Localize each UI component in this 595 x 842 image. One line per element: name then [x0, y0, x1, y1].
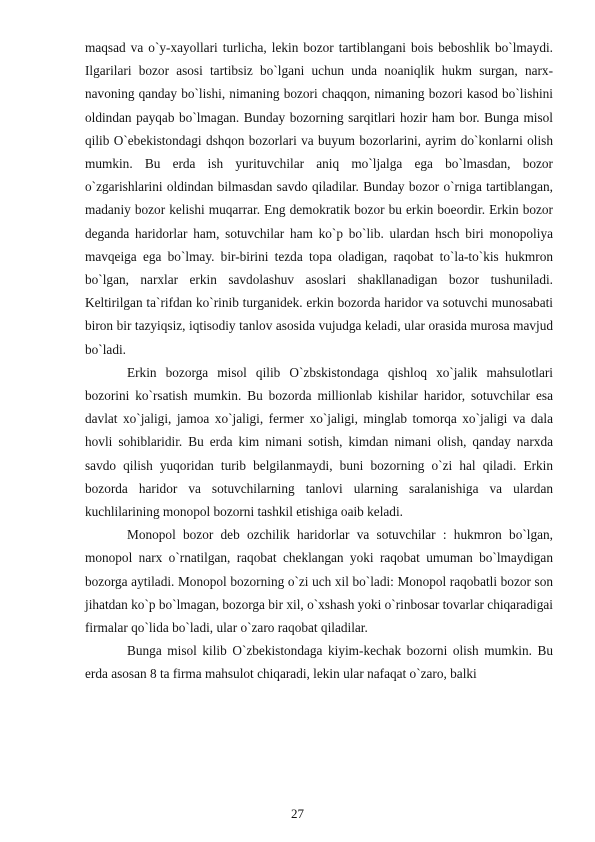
- paragraph-1: maqsad va o`y-xayollari turlicha, lekin bozor tartiblangani bois beboshlik bo`lmaydi. Ilgarilari bozor asosi tartibsiz bo`lgani uchun unda noaniqlik hukm surgan, narx-navoning qanday bo`lishi, nimaning bozori chaqqon, nimaning bozori kasod bo`lishini oldindan payqab bo`lmagan. Bunday bozorning sarqitlari hozir ham bor. Bunga misol qilib O`ebekistondagi dshqon bozorlari va buyum bozorlarini, ayrim do`konlarni olish mumkin. Bu erda ish yurituvchilar aniq mo`ljalga ega bo`lmasdan, bozor o`zgarishlarini oldindan bilmasdan savdo qiladilar. Bunday bozor o`rniga tartiblangan, madaniy bozor kelishi muqarrar. Eng demokratik bozor bu erkin boeordir. Erkin bozor deganda haridorlar ham, sotuvchilar ham ko`p bo`lib. ulardan hsch biri monopoliya mavqeiga ega bo`lmay. bir-birini tezda topa oladigan, raqobat to`la-to`kis hukmron bo`lgan, narxlar erkin savdolashuv asoslari shakllanadigan bozor tushuniladi. Keltirilgan ta`rifdan ko`rinib turganidek. erkin bozorda haridor va sotuvchi munosabati biron bir tazyiqsiz, iqtisodiy tanlov asosida vujudga keladi, ular orasida murosa mavjud bo`ladi.: [85, 40, 553, 357]
- paragraph-2: Erkin bozorga misol qilib O`zbskistondaga qishloq xo`jalik mahsulotlari bozorini ko`rsatish mumkin. Bu bozorda millionlab kishilar haridor, sotuvchilar esa davlat xo`jaligi, jamoa xo`jaligi, fermer xo`jaligi, minglab tomorqa xo`jaligi va dala hovli sohiblaridir. Bu erda kim nimani sotish, kimdan nimani olish, qanday narxda savdo qilish yuqoridan turib belgilanmaydi, buni bozorning o`zi hal qiladi. Erkin bozorda haridor va sotuvchilarning tanlovi ularning saralanishiga va ulardan kuchlilarining monopol bozorni tashkil etishiga oaib keladi.: [85, 364, 553, 520]
- document-page: [85, 36, 553, 686]
- paragraph-4: Bunga misol kilib O`zbekistondaga kiyim-kechak bozorni olish mumkin. Bu erda asosan 8 ta firma mahsulot chiqaradi, lekin ular nafaqat o`zaro, balki: [85, 643, 553, 682]
- paragraph-3: Monopol bozor deb ozchilik haridorlar va sotuvchilar : hukmron bo`lgan, monopol narx o`rnatilgan, raqobat cheklangan yoki raqobat umuman bo`lmaydigan bozorga aytiladi. Monopol bozorning o`zi uch xil bo`ladi: Monopol raqobatli bozor son jihatdan ko`p bo`lmagan, bozorga bir xil, o`xshash yoki o`rinbosar tovarlar chiqaradigai firmalar qo`lida bo`ladi, ular o`zaro raqobat qiladilar.: [85, 527, 553, 636]
- page-number: 27: [291, 806, 304, 821]
